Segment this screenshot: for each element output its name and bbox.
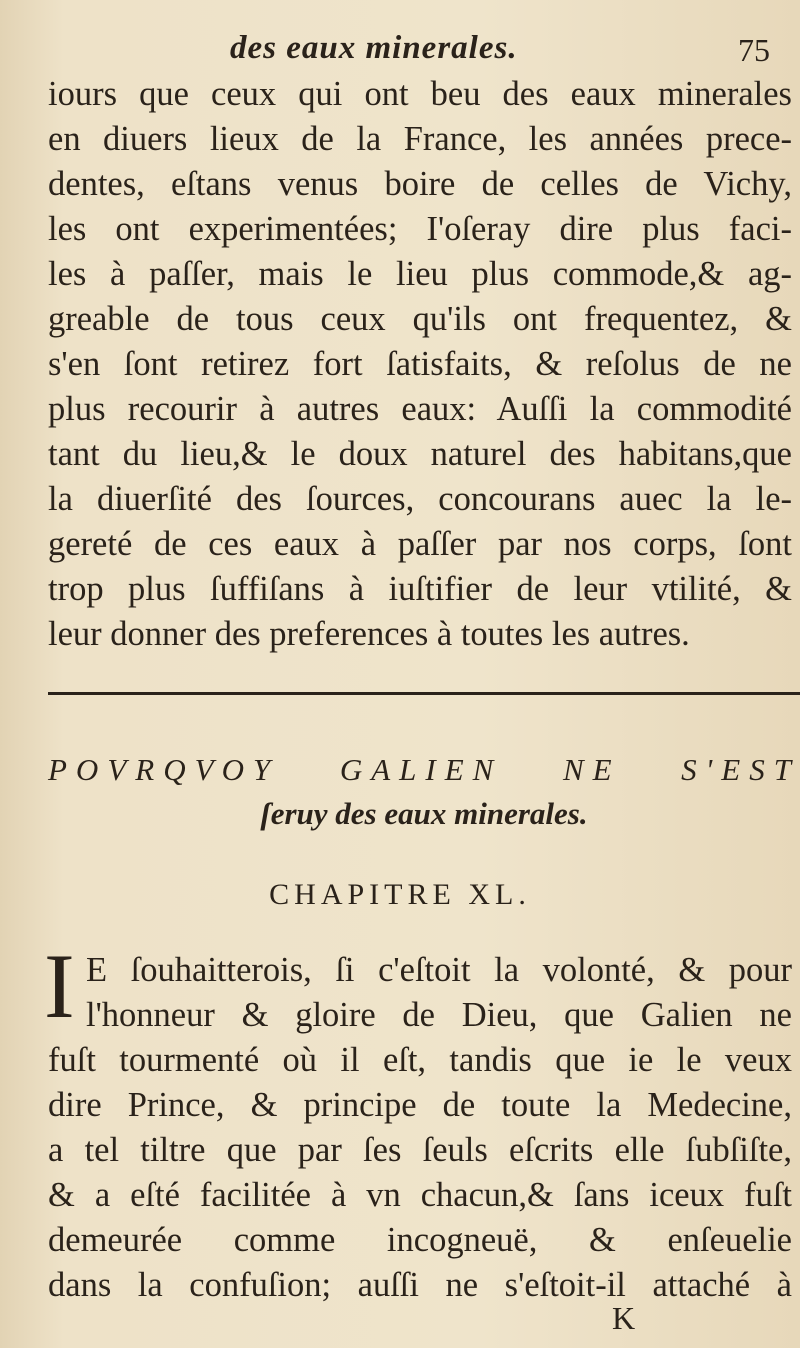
text-line: & a eſté facilitée à vn chacun,& ſans iceux fuſt (48, 1176, 792, 1214)
text-line: greable de tous ceux qu'ils ont frequentez, & (48, 300, 792, 338)
page-number: 75 (738, 32, 770, 68)
text-line: a tel tiltre que par ſes ſeuls eſcrits elle ſubſiſte, (48, 1131, 792, 1169)
text-line: la diuerſité des ſources, concourans auec la le- (48, 480, 792, 518)
text-line: tant du lieu,& le doux naturel des habitans,que (48, 435, 792, 473)
text-line: plus recourir à autres eaux: Auſſi la commodité (48, 390, 792, 428)
text-line: E ſouhaitterois, ſi c'eſtoit la volonté, & pour (86, 951, 792, 989)
section-divider-rule (48, 692, 800, 695)
text-line: les ont experimentées; I'oſeray dire plus faci- (48, 210, 792, 248)
text-line: s'en ſont retirez fort ſatisfaits, & reſolus de ne (48, 345, 792, 383)
paragraph-2 (48, 948, 792, 1308)
chapter-number: CHAPITRE XL. (269, 878, 531, 911)
text-line: iours que ceux qui ont beu des eaux minerales (48, 75, 792, 113)
text-line: dans la confuſion; auſſi ne s'eſtoit-il attaché à (48, 1266, 792, 1304)
chapter-title (48, 748, 800, 836)
text-line: dire Prince, & principe de toute la Medecine, (48, 1086, 792, 1124)
drop-cap: I (44, 935, 75, 1037)
catchword: K (612, 1300, 636, 1336)
running-head (0, 28, 800, 78)
chapter-title-line-2: ſeruy des eaux minerales. (260, 796, 588, 831)
text-line: leur donner des preferences à toutes les autres. (48, 615, 690, 653)
chapter-title-line-1: POVRQVOY GALIEN NE S'EST (48, 752, 800, 787)
running-head-title: des eaux minerales. (230, 30, 518, 66)
text-line: les à paſſer, mais le lieu plus commode,& ag- (48, 255, 792, 293)
text-line: en diuers lieux de la France, les années prece- (48, 120, 792, 158)
text-line: l'honneur & gloire de Dieu, que Galien ne (86, 996, 792, 1034)
text-line: fuſt tourmenté où il eſt, tandis que ie le veux (48, 1041, 792, 1079)
paragraph-1 (48, 72, 792, 657)
text-line: gereté de ces eaux à paſſer par nos corps, ſont (48, 525, 792, 563)
text-line: trop plus ſuffiſans à iuſtifier de leur vtilité, & (48, 570, 792, 608)
text-line: demeurée comme incogneuë, & enſeuelie (48, 1221, 792, 1259)
text-line: dentes, eſtans venus boire de celles de Vichy, (48, 165, 792, 203)
